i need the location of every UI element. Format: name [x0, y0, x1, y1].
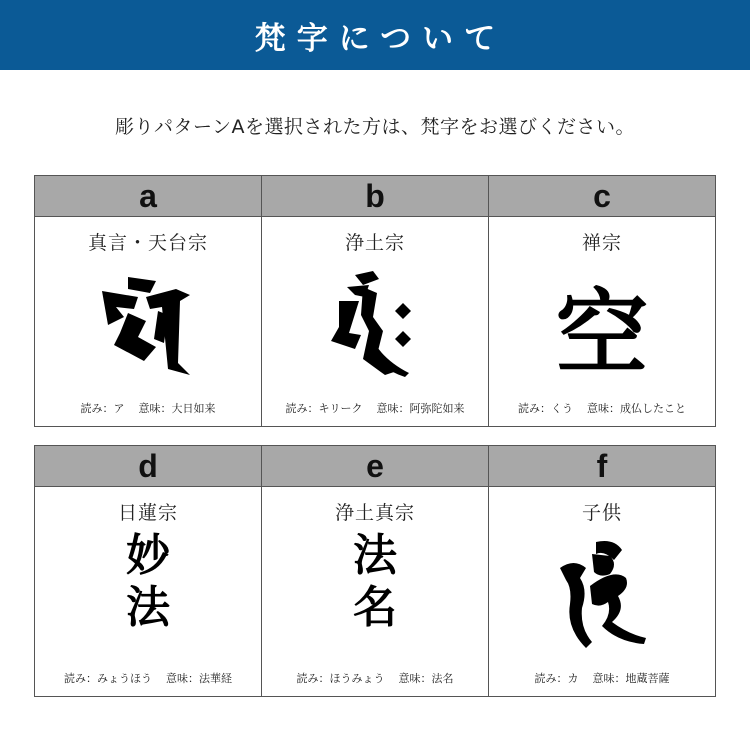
option-letter: d [35, 446, 261, 487]
reading-meaning [262, 670, 488, 686]
option-letter: e [262, 446, 488, 487]
reading-text: 読み：みょうほう [64, 672, 152, 685]
meaning-text: 意味：成仏したこと [587, 402, 686, 415]
option-letter: b [262, 176, 488, 217]
kanji-character: 法 [353, 530, 397, 581]
option-card-e[interactable] [262, 446, 489, 696]
reading-meaning [35, 670, 261, 686]
sect-label: 子供 [581, 502, 622, 524]
sect-label: 浄土真宗 [334, 502, 415, 524]
page-title: 梵字について [254, 20, 507, 57]
reading-meaning [262, 400, 488, 416]
kanji-character: 空 [555, 279, 648, 387]
option-letter: f [489, 446, 715, 487]
reading-text: 読み：カ [534, 672, 579, 685]
option-grid-row-1 [34, 175, 716, 427]
kanji-vertical [262, 530, 488, 634]
option-grid-row-2 [34, 445, 716, 697]
reading-meaning [489, 400, 715, 416]
reading-text: 読み：キリーク [285, 402, 363, 415]
reading-meaning [35, 400, 261, 416]
sect-label: 浄土宗 [344, 232, 405, 254]
option-letter: c [489, 176, 715, 217]
sect-label: 真言・天台宗 [87, 232, 208, 254]
kanji-character: 法 [126, 582, 170, 633]
meaning-text: 意味：法華経 [166, 672, 232, 685]
meaning-text: 意味：大日如来 [138, 402, 216, 415]
reading-text: 読み：ア [80, 402, 125, 415]
reading-text: 読み：ほうみょう [296, 672, 385, 685]
option-card-a[interactable] [35, 176, 262, 426]
siddham-hrih-glyph [262, 262, 488, 390]
option-letter: a [35, 176, 261, 217]
siddham-a-glyph [35, 262, 261, 390]
title-banner [0, 0, 750, 70]
kanji-character: 名 [353, 582, 397, 633]
reading-text: 読み：くう [518, 402, 573, 415]
option-card-b[interactable] [262, 176, 489, 426]
siddham-ka-glyph [489, 532, 715, 660]
reading-meaning [489, 670, 715, 686]
kanji-artwork [489, 262, 715, 390]
kanji-vertical [35, 530, 261, 634]
sect-label: 禅宗 [581, 232, 622, 254]
instruction-text: 彫りパターンAを選択された方は、梵字をお選びください。 [114, 116, 636, 138]
kanji-character: 妙 [126, 530, 170, 581]
meaning-text: 意味：阿弥陀如来 [376, 402, 465, 415]
option-card-d[interactable] [35, 446, 262, 696]
sect-label: 日蓮宗 [117, 502, 178, 524]
meaning-text: 意味：法名 [398, 672, 454, 685]
option-card-c[interactable] [489, 176, 715, 426]
option-card-f[interactable] [489, 446, 715, 696]
meaning-text: 意味：地蔵菩薩 [592, 672, 670, 685]
